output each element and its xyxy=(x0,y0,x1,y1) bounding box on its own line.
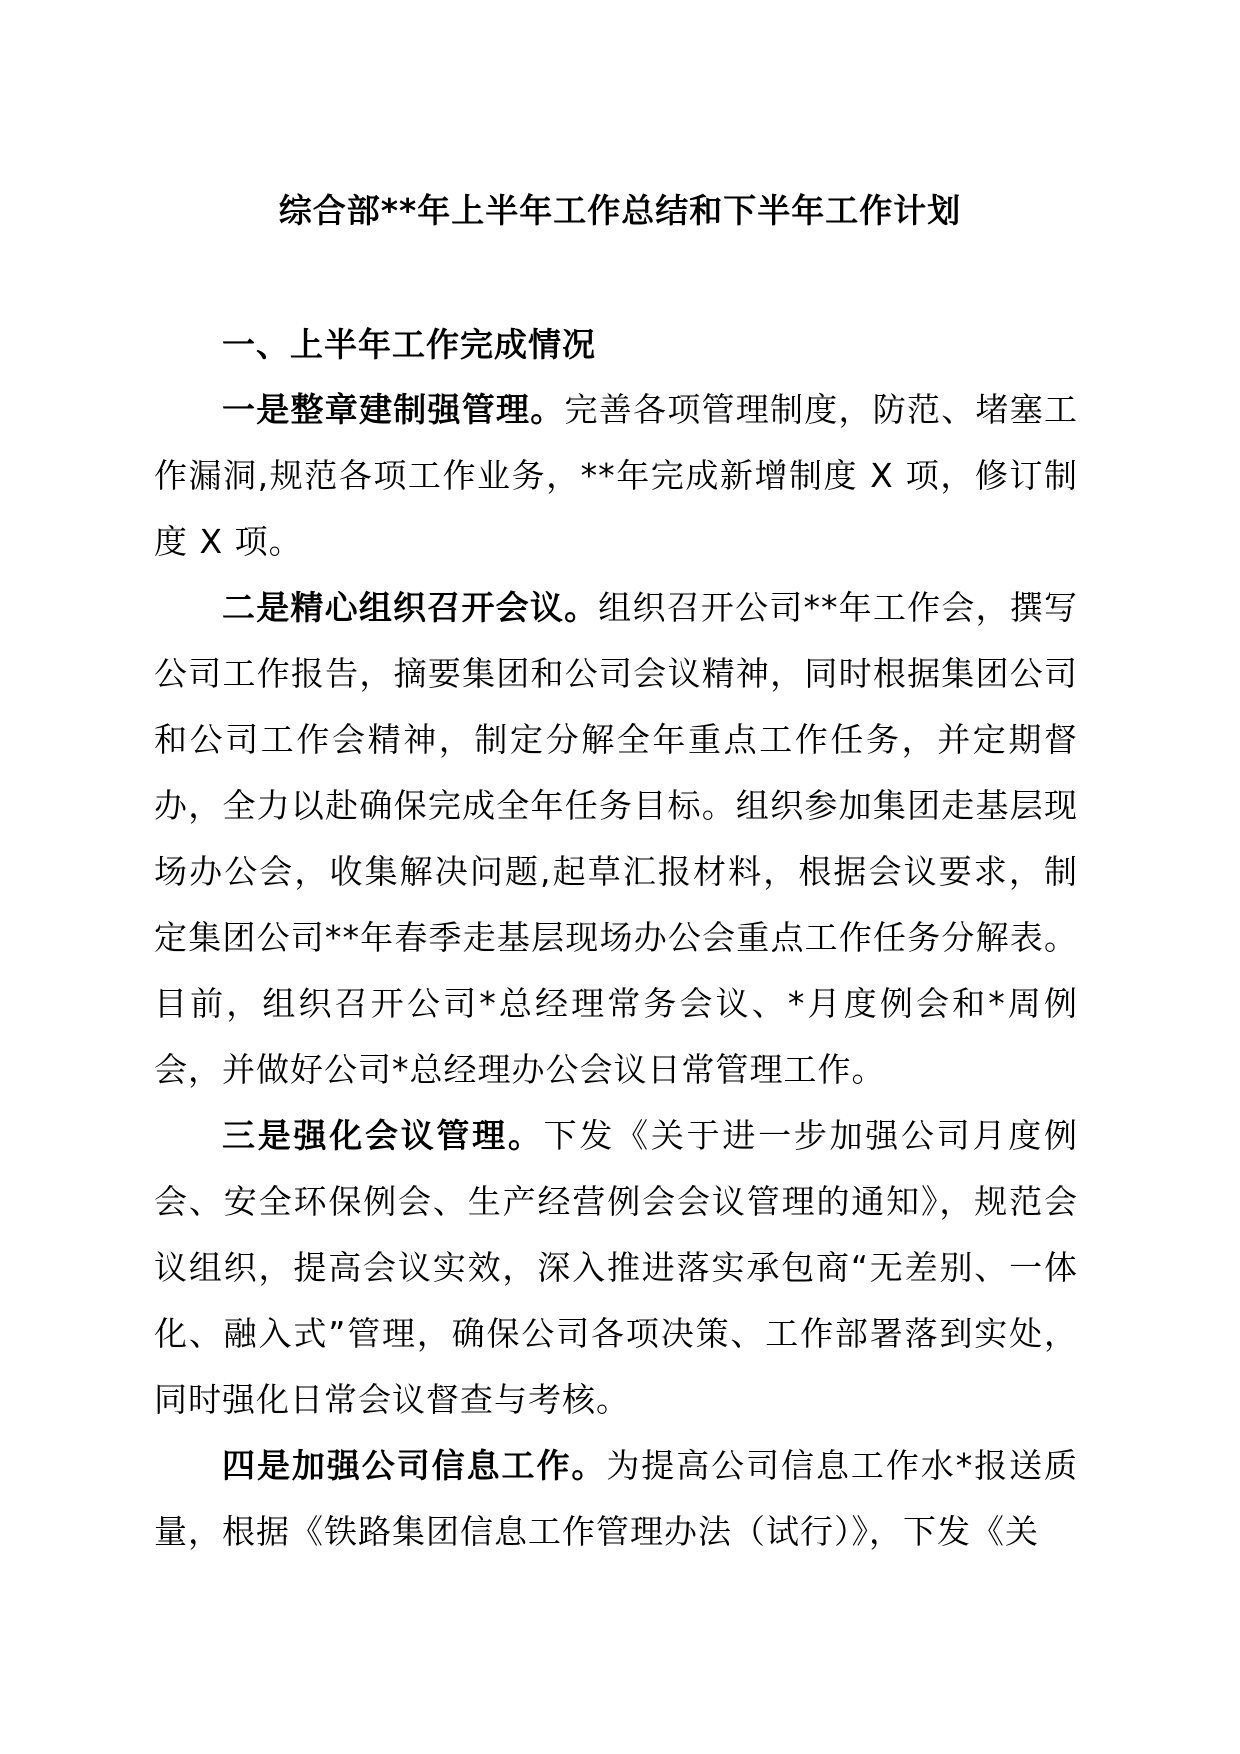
paragraph-2 xyxy=(154,575,1078,1103)
paragraph-text: 完善各项管理制度，防范、堵塞工作漏洞,规范各项工作业务，**年完成新增制度 X 项，修订制度 X 项。 xyxy=(154,390,1078,561)
paragraph-text: 组织召开公司**年工作会，撰写公司工作报告，摘要集团和公司会议精神，同时根据集团公司和公司工作会精神，制定分解全年重点工作任务，并定期督办，全力以赴确保完成全年任务目标。组织参加集团走基层现场办公会，收集解决问题,起草汇报材料，根据会议要求，制定集团公司**年春季走基层现场办公会重点工作任务分解表。目前，组织召开公司*总经理常务会议、*月度例会和*周例会，并做好公司*总经理办公会议日常管理工作。 xyxy=(154,588,1079,1089)
paragraph-3 xyxy=(154,1103,1078,1433)
paragraph-1 xyxy=(154,377,1078,575)
document-body xyxy=(154,377,1078,1565)
paragraph-lead: 二是精心组织召开会议。 xyxy=(222,588,599,627)
paragraph-4 xyxy=(154,1433,1078,1565)
paragraph-text: 下发《关于进一步加强公司月度例会、安全环保例会、生产经营例会会议管理的通知》，规范会议组织，提高会议实效，深入推进落实承包商“无差别、一体化、融入式”管理，确保公司各项决策、工作部署落到实处，同时强化日常会议督查与考核。 xyxy=(154,1116,1079,1419)
paragraph-text: 为提高公司信息工作水*报送质量，根据《铁路集团信息工作管理办法（试行）》，下发《关 xyxy=(154,1446,1078,1551)
section-heading: 一、上半年工作完成情况 xyxy=(222,325,596,364)
paragraph-lead: 一是整章建制强管理。 xyxy=(222,390,565,429)
paragraph-lead: 三是强化会议管理。 xyxy=(222,1116,544,1155)
document-title: 综合部**年上半年工作总结和下半年工作计划 xyxy=(278,191,962,230)
paragraph-lead: 四是加强公司信息工作。 xyxy=(222,1446,607,1485)
